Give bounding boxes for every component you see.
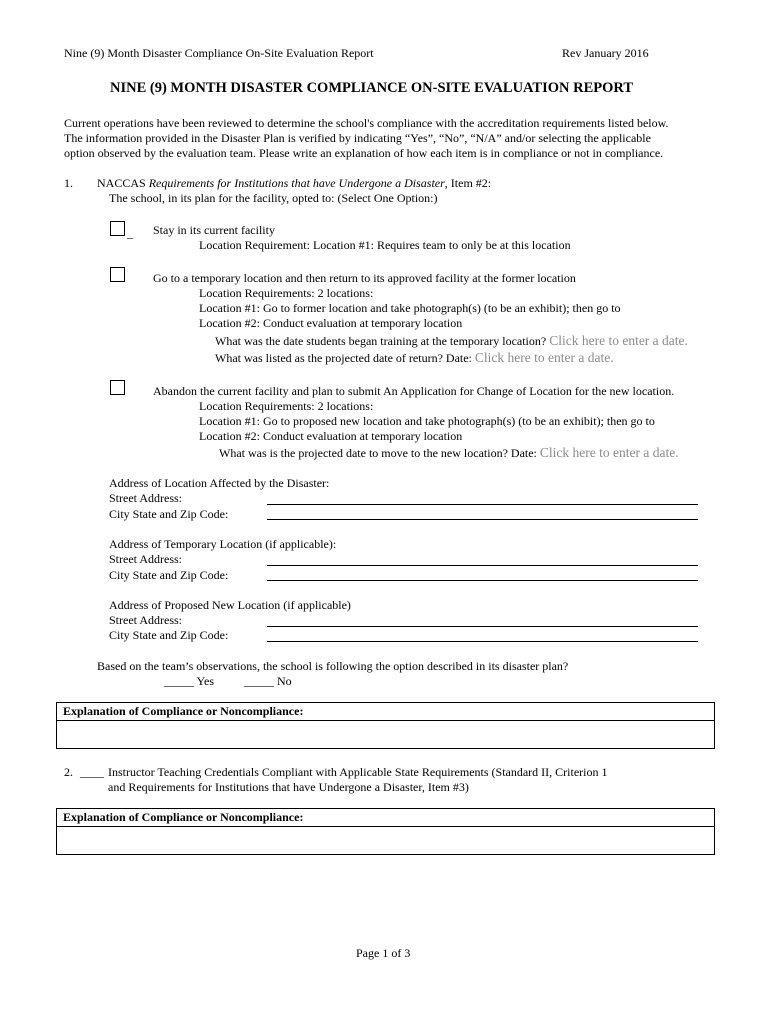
item-1-heading-prefix: NACCAS (97, 176, 149, 190)
option-abandon-label: Abandon the current facility and plan to submit An Application for Change of Location for the new location. (153, 384, 675, 398)
item-2-line-2: and Requirements for Institutions that have Undergone a Disaster, Item #3) (108, 780, 469, 794)
new-address-heading: Address of Proposed New Location (if applicable) (109, 598, 351, 612)
item-1-explanation-box (56, 702, 715, 749)
new-street-field[interactable] (267, 626, 698, 627)
observation-no[interactable]: _____ No (244, 674, 292, 688)
new-street-label: Street Address: (109, 613, 182, 627)
item-2-number: 2. (64, 765, 73, 779)
option-stay-checkbox[interactable] (110, 221, 125, 236)
temporary-city-label: City State and Zip Code: (109, 568, 229, 582)
item-2-line-1: Instructor Teaching Credentials Compliant with Applicable State Requirements (Standard II, Criterion 1 (108, 765, 608, 779)
affected-address-heading: Address of Location Affected by the Disaster: (109, 476, 330, 490)
observation-yes[interactable]: _____ Yes (164, 674, 215, 688)
temporary-city-field[interactable] (267, 580, 698, 581)
return-date-question (215, 350, 614, 366)
option-temporary-location-2: Location #2: Conduct evaluation at temporary location (199, 316, 463, 330)
observation-question: Based on the team’s observations, the school is following the option described in its disaster plan? (97, 659, 569, 673)
item-1-explanation-label: Explanation of Compliance or Noncompliance: (57, 703, 714, 721)
temporary-start-date-question (215, 333, 688, 349)
item-1-heading-suffix: , Item #2: (444, 176, 492, 190)
item-2-explanation-field[interactable] (57, 827, 714, 853)
option-abandon-location-1: Location #1: Go to proposed new location and take photograph(s) (to be an exhibit); then go to (199, 414, 655, 428)
temporary-start-date-label: What was the date students began training at the temporary location? (215, 334, 547, 348)
intro-line-1: Current operations have been reviewed to determine the school's compliance with the accreditation requirements listed below. (64, 116, 669, 130)
running-header-title: Nine (9) Month Disaster Compliance On-Site Evaluation Report (64, 46, 374, 60)
option-stay-label: Stay in its current facility (153, 223, 275, 237)
item-2-explanation-label: Explanation of Compliance or Noncompliance: (57, 809, 714, 827)
affected-city-label: City State and Zip Code: (109, 507, 229, 521)
option-temporary-requirements: Location Requirements: 2 locations: (199, 286, 374, 300)
item-2-explanation-box (56, 808, 715, 855)
temporary-street-label: Street Address: (109, 552, 182, 566)
option-temporary-checkbox[interactable] (110, 267, 125, 282)
new-city-field[interactable] (267, 641, 698, 642)
new-city-label: City State and Zip Code: (109, 628, 229, 642)
option-abandon-requirements: Location Requirements: 2 locations: (199, 399, 374, 413)
intro-line-2: The information provided in the Disaster Plan is verified by indicating “Yes”, “No”, “N/A” and/or selecting the applicable (64, 131, 651, 145)
affected-street-label: Street Address: (109, 491, 182, 505)
affected-city-field[interactable] (267, 519, 698, 520)
temporary-address-heading: Address of Temporary Location (if applicable): (109, 537, 337, 551)
intro-line-3: option observed by the evaluation team. Please write an explanation of how each item is in compliance or not in compliance. (64, 146, 664, 160)
item-1-explanation-field[interactable] (57, 721, 714, 747)
temporary-start-date-field[interactable]: Click here to enter a date. (549, 333, 688, 348)
item-1-heading (97, 176, 491, 191)
item-1-heading-italic: Requirements for Institutions that have Undergone a Disaster (148, 176, 445, 190)
running-header-revision: Rev January 2016 (562, 46, 649, 60)
option-temporary-location-1: Location #1: Go to former location and take photograph(s) (to be an exhibit); then go to (199, 301, 621, 315)
option-temporary-label: Go to a temporary location and then return to its approved facility at the former location (153, 271, 576, 285)
return-date-field[interactable]: Click here to enter a date. (474, 350, 614, 365)
item-2-blank[interactable]: ____ (80, 765, 104, 779)
move-date-question (219, 445, 679, 461)
affected-street-field[interactable] (267, 504, 698, 505)
option-abandon-location-2: Location #2: Conduct evaluation at temporary location (199, 429, 463, 443)
temporary-street-field[interactable] (267, 565, 698, 566)
option-stay-requirement: Location Requirement: Location #1: Requires team to only be at this location (199, 238, 571, 252)
move-date-field[interactable]: Click here to enter a date. (539, 445, 679, 460)
move-date-label: What was is the projected date to move to the new location? Date: (219, 446, 537, 460)
option-abandon-checkbox[interactable] (110, 380, 125, 395)
page-title: NINE (9) MONTH DISASTER COMPLIANCE ON-SITE EVALUATION REPORT (110, 80, 634, 96)
return-date-label: What was listed as the projected date of return? Date: (215, 351, 472, 365)
checkbox-underscore: _ (127, 226, 133, 240)
item-1-subline: The school, in its plan for the facility, opted to: (Select One Option:) (109, 191, 438, 205)
item-1-number: 1. (64, 176, 73, 190)
page-number: Page 1 of 3 (356, 946, 411, 960)
